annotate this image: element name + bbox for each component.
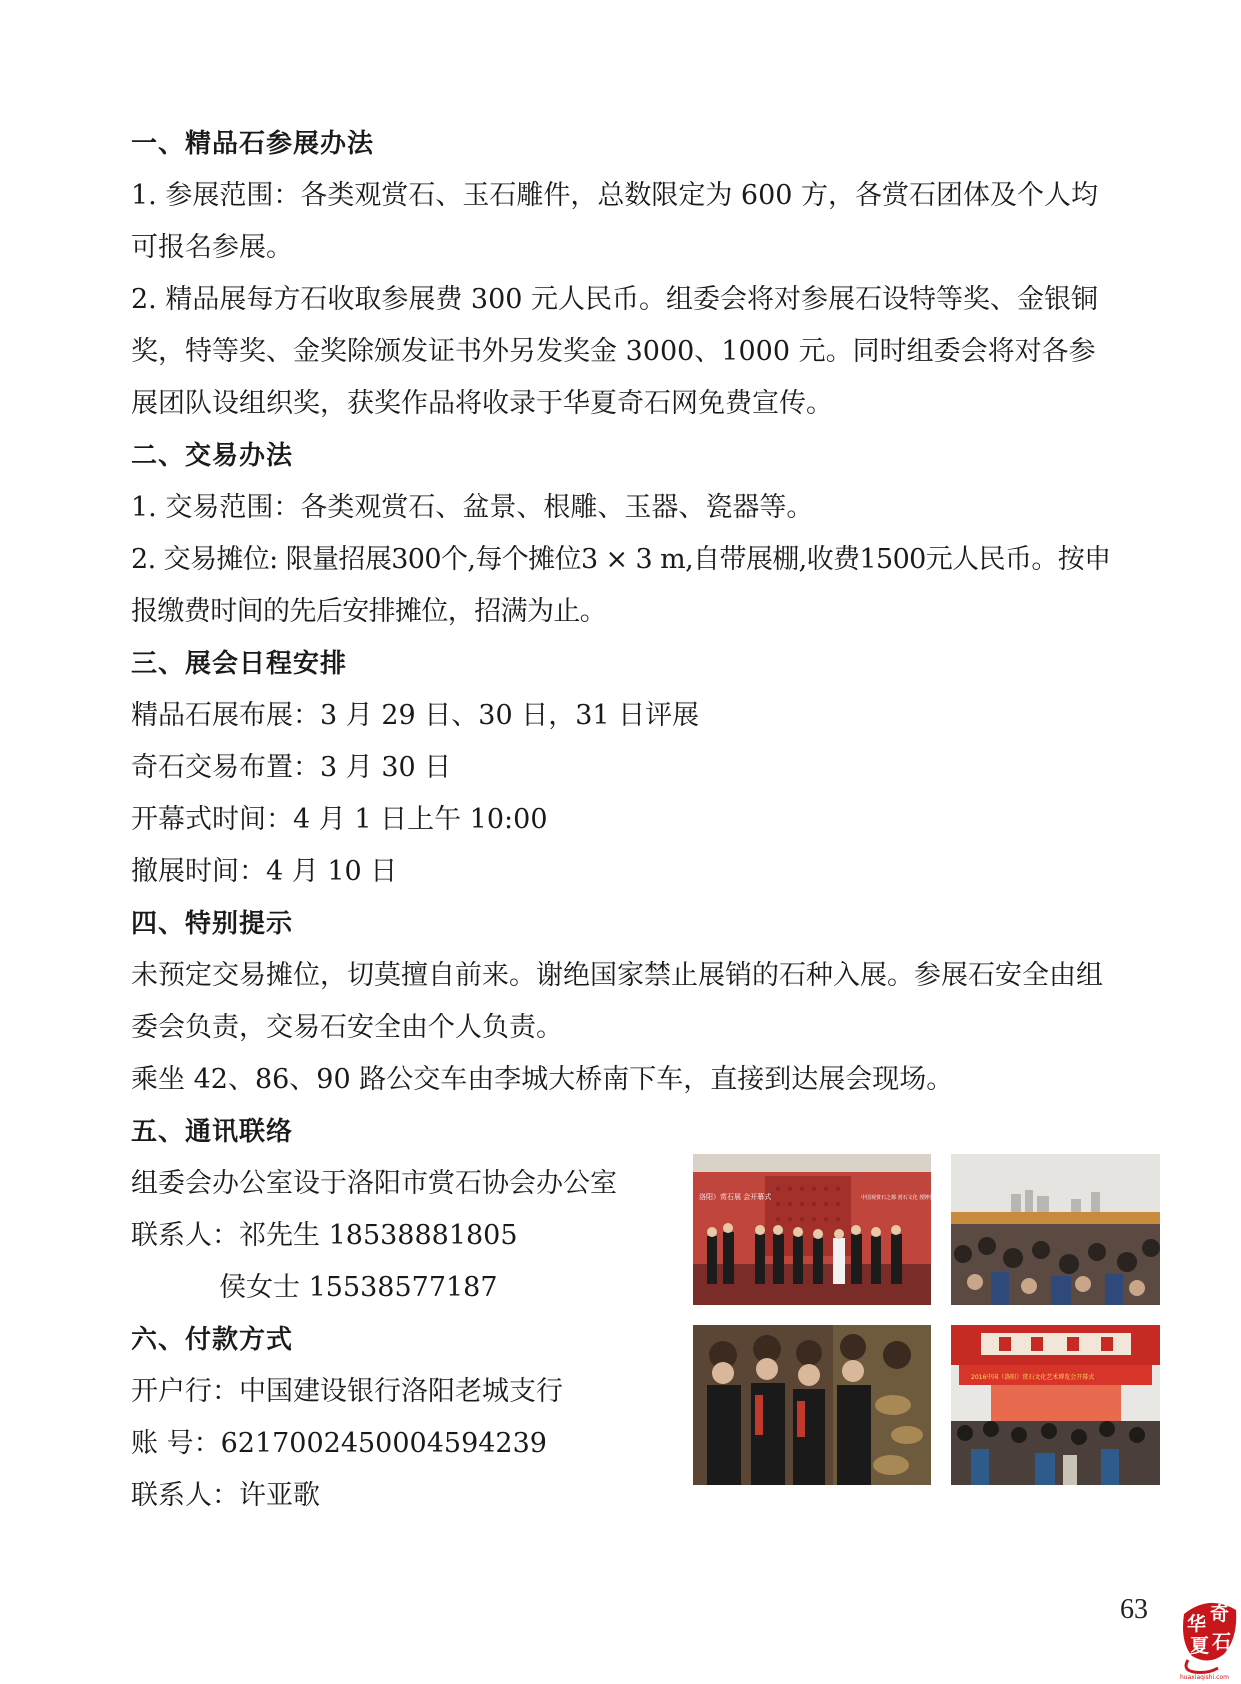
paragraph: 1. 参展范围：各类观赏石、玉石雕件，总数限定为 600 方，各赏石团体及个人均可报名参展。 bbox=[131, 180, 1099, 263]
schedule-line: 撤展时间：4 月 10 日 bbox=[131, 856, 398, 887]
logo-char-shi: 石 bbox=[1212, 1631, 1232, 1653]
contact-block bbox=[131, 1106, 691, 1522]
paragraph: 1. 交易范围：各类观赏石、盆景、根雕、玉器、瓷器等。 bbox=[131, 492, 814, 523]
page-content bbox=[131, 118, 1121, 1522]
logo-char-xia: 夏 bbox=[1190, 1635, 1210, 1657]
paragraph: 2. 精品展每方石收取参展费 300 元人民币。组委会将对参展石设特等奖、金银铜奖，特等奖、金奖除颁发证书外另发奖金 3000、1000 元。同时组委会将对各参展团队设组织奖，获奖作品将收录于华夏奇石网免费宣传。 bbox=[131, 284, 1099, 419]
contact-line: 联系人：祁先生 18538881805 bbox=[131, 1220, 518, 1251]
section-heading: 三、展会日程安排 bbox=[131, 649, 348, 679]
logo-char-hua: 华 bbox=[1187, 1613, 1207, 1635]
banner-text-left: 洛阳）赏石展 会开幕式 bbox=[699, 1193, 772, 1201]
photo-visitors bbox=[693, 1325, 931, 1485]
crowd-illustration bbox=[951, 1154, 1160, 1305]
payment-line: 联系人：许亚歌 bbox=[131, 1480, 320, 1511]
photo-exhibition-gate bbox=[951, 1325, 1160, 1485]
ceremony-illustration bbox=[693, 1154, 940, 1305]
section-heading: 二、交易办法 bbox=[131, 441, 294, 471]
paragraph: 未预定交易摊位，切莫擅自前来。谢绝国家禁止展销的石种入展。参展石安全由组委会负责，交易石安全由个人负责。 bbox=[131, 960, 1103, 1043]
schedule-line: 精品石展布展：3 月 29 日、30 日，31 日评展 bbox=[131, 700, 700, 731]
photo-fair-crowd bbox=[951, 1154, 1160, 1305]
section-heading: 四、特别提示 bbox=[131, 909, 294, 939]
section-heading: 一、精品石参展办法 bbox=[131, 129, 375, 159]
payment-line: 账 号：6217002450004594239 bbox=[131, 1428, 547, 1459]
logo-char-qi: 奇 bbox=[1210, 1603, 1230, 1625]
logo-url: huaxiaqishi.com bbox=[1180, 1674, 1229, 1681]
paragraph: 乘坐 42、86、90 路公交车由李城大桥南下车，直接到达展会现场。 bbox=[131, 1064, 954, 1095]
contact-line: 侯女士 15538577187 bbox=[219, 1272, 498, 1303]
photo-opening-ceremony bbox=[693, 1154, 940, 1305]
section-heading: 六、付款方式 bbox=[131, 1325, 294, 1355]
payment-line: 开户行：中国建设银行洛阳老城支行 bbox=[131, 1376, 563, 1407]
schedule-line: 奇石交易布置：3 月 30 日 bbox=[131, 752, 452, 783]
visitors-illustration bbox=[693, 1325, 931, 1485]
section-heading: 五、通讯联络 bbox=[131, 1117, 294, 1147]
contact-line: 组委会办公室设于洛阳市赏石协会办公室 bbox=[131, 1168, 617, 1199]
page-number: 63 bbox=[1120, 1594, 1148, 1625]
schedule-line: 开幕式时间：4 月 1 日上午 10:00 bbox=[131, 804, 548, 835]
paragraph: 2. 交易摊位: 限量招展300个,每个摊位3 × 3 m,自带展棚,收费1500元人民币。按申报缴费时间的先后安排摊位，招满为止。 bbox=[131, 544, 1111, 627]
huaxia-qishi-logo-icon bbox=[1178, 1590, 1240, 1680]
watermark-logo bbox=[1178, 1590, 1240, 1680]
gate-banner-text: 2016中国（洛阳）赏石文化艺术博览会开幕式 bbox=[971, 1374, 1095, 1381]
banner-text-right: 中国观赏石之都 赏石文化 授牌仪式 bbox=[861, 1195, 940, 1201]
gate-illustration bbox=[951, 1325, 1160, 1485]
